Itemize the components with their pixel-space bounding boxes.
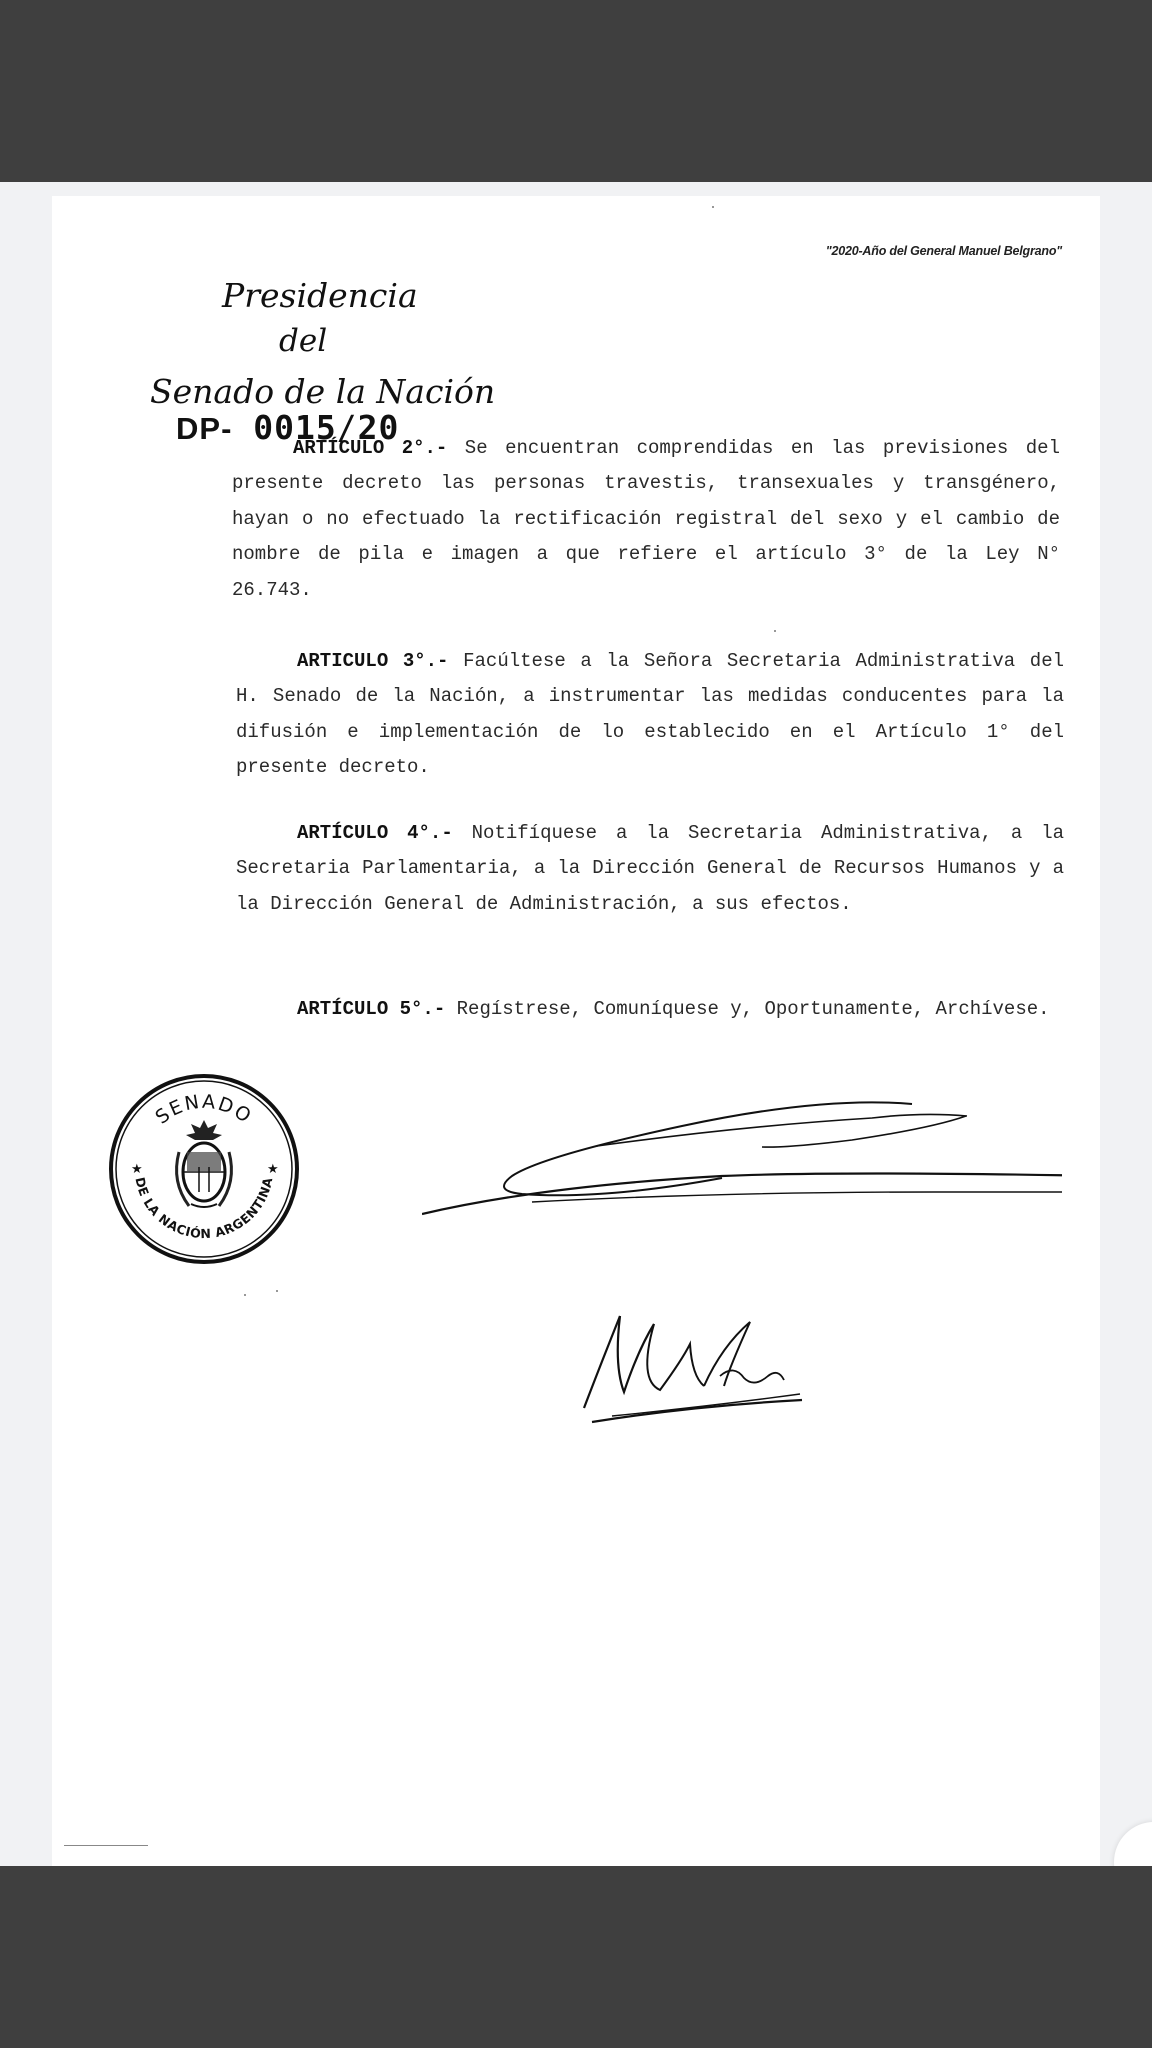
svg-text:★: ★ (267, 1162, 279, 1177)
letterhead-line-1: Presidencia (222, 276, 418, 315)
viewer-top-bar (0, 0, 1152, 182)
coat-of-arms-icon (177, 1120, 232, 1207)
article-4 (236, 816, 1064, 922)
letterhead-line-2: del (279, 323, 328, 359)
document-number-value: 0015 (253, 408, 337, 447)
article-3-heading: ARTICULO 3°.- (297, 650, 449, 672)
article-4-heading: ARTÍCULO 4°.- (297, 822, 453, 844)
footer-line (64, 1845, 148, 1846)
document-viewer[interactable] (0, 182, 1152, 1866)
article-2 (232, 431, 1060, 608)
article-2-text: Se encuentran comprendidas en las previsiones del presente decreto las personas travestis, transexuales y transgénero, hayan o no efectuado la rectificación registral del sexo y el cambio de nombre de pila e imagen a que refiere el artículo 3° de la Ley N° 26.743. (232, 437, 1060, 601)
document-page (52, 196, 1100, 1866)
signature-2 (572, 1306, 812, 1436)
article-5-text: Regístrese, Comuníquese y, Oportunamente, Archívese. (456, 998, 1050, 1020)
signature-1 (422, 1096, 1062, 1236)
article-5 (236, 992, 1064, 1027)
document-number-prefix: DP- (176, 411, 233, 446)
article-3 (236, 644, 1064, 786)
article-3-text: Facúltese a la Señora Secretaria Administrativa del H. Senado de la Nación, a instrumentar las medidas conducentes para la difusión e implementación de lo establecido en el Artículo 1° del presente decreto. (236, 650, 1064, 779)
viewer-bottom-bar (0, 1866, 1152, 2048)
article-4-text: Notifíquese a la Secretaria Administrativa, a la Secretaria Parlamentaria, a la Dirección General de Recursos Humanos y a la Dirección General de Administración, a sus efectos. (236, 822, 1064, 915)
document-number-separator: / (336, 408, 358, 447)
year-motto: "2020-Año del General Manuel Belgrano" (825, 244, 1062, 258)
scroll-corner-button[interactable] (1114, 1822, 1152, 1866)
svg-text:DE LA NACIÓN ARGENTINA (132, 1176, 275, 1241)
article-2-heading: ARTÍCULO 2°.- (293, 437, 448, 459)
letterhead-line-3: Senado de la Nación (150, 372, 496, 411)
seal-top-text: SENADO (151, 1090, 257, 1129)
senate-seal (107, 1072, 301, 1266)
seal-bottom-text: DE LA NACIÓN ARGENTINA (132, 1175, 276, 1242)
article-5-heading: ARTÍCULO 5°.- (297, 998, 446, 1020)
svg-text:★: ★ (131, 1162, 143, 1177)
document-number-year: 20 (357, 408, 400, 447)
